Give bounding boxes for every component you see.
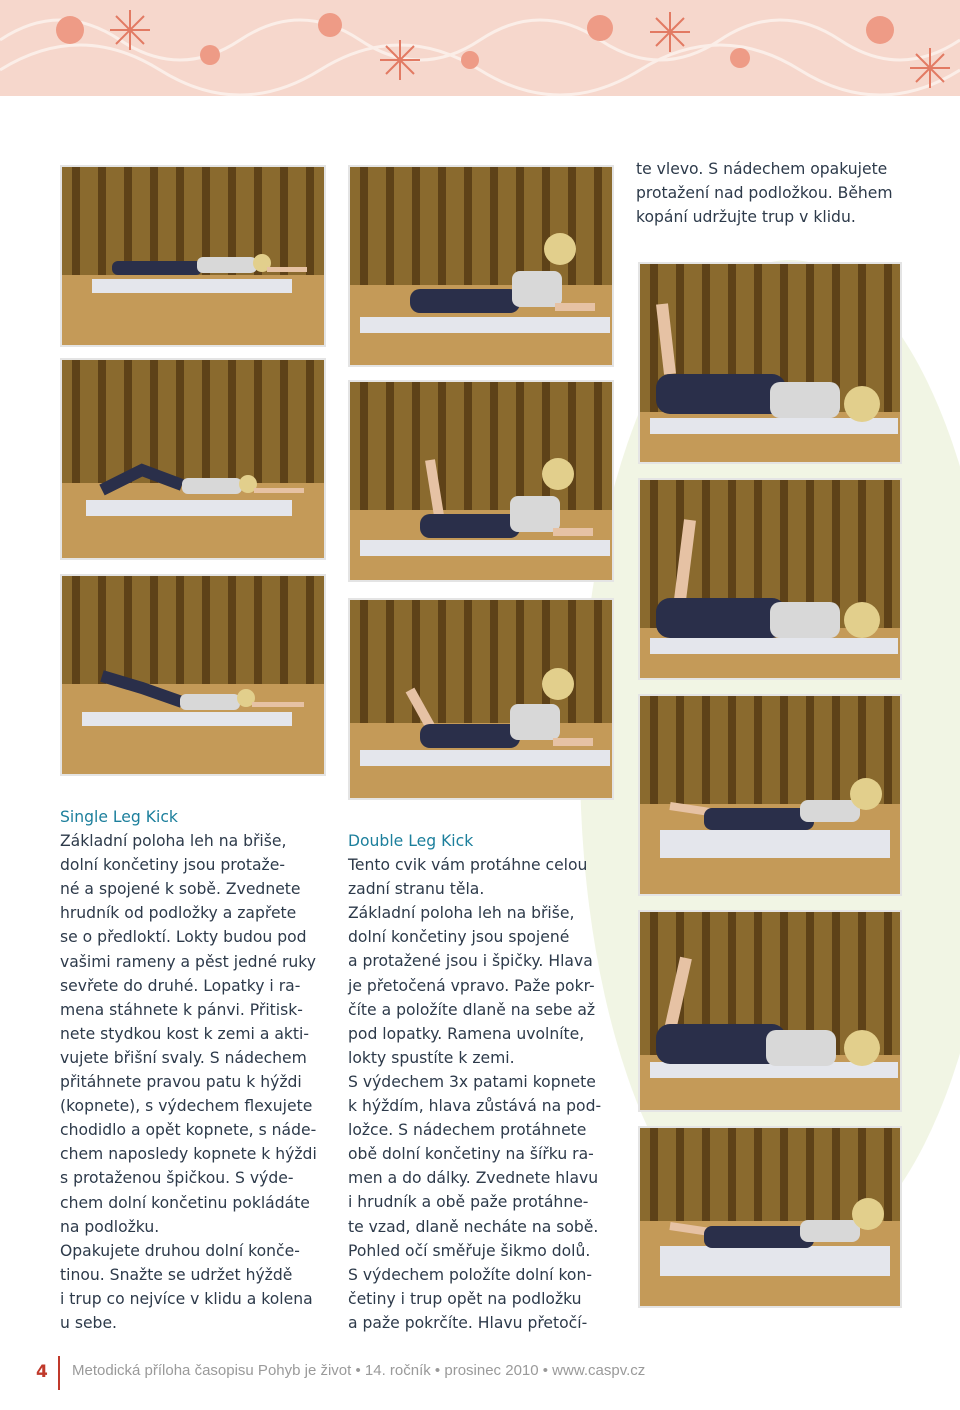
double-leg-kick-photo-5 [638,1126,902,1308]
exercise-photo-icon [640,264,900,462]
exercise-photo-icon [62,167,324,345]
exercise-photo-icon [640,912,900,1110]
continuation-section [636,157,936,229]
double-leg-kick-photo-1 [638,262,902,464]
decorative-banner [0,0,960,96]
double-leg-kick-photo-2 [638,478,902,680]
single-leg-kick-photo-4 [348,165,614,367]
double-leg-kick-photo-3 [638,694,902,896]
footer-publication-info: Metodická příloha časopisu Pohyb je život • 14. ročník • prosinec 2010 • www.caspv.cz [72,1362,646,1379]
exercise-photo-icon [640,696,900,894]
single-leg-kick-photo-3 [60,574,326,776]
single-leg-kick-photo-5 [348,380,614,582]
page-number: 4 [36,1362,48,1382]
footer-divider [58,1356,60,1390]
exercise-photo-icon [640,480,900,678]
snowflake-pattern-icon [0,0,960,96]
double-leg-kick-body: Tento cvik vám protáhne celou zadní stranu těla. Základní poloha leh na břiše, dolní končetiny jsou spojené a protažené jsou i špičky. Hlava je přetočená vpravo. Paže pokr- číte a položíte dlaně na sebe až pod lopatky. Ramena uvolníte, lokty spustíte k zemi. S výdechem 3x patami kopnete k hýždím, hlava zůstává na pod- ložce. S nádechem protáhnete obě dolní končetiny na šířku ra- men a do dálky. Zvednete hlavu i hrudník a obě paže protáhne- te vzad, dlaně necháte na sobě. Pohled očí směřuje šikmo dolů. S výdechem položíte dolní kon- četiny i trup opět na podložku a paže pokrčíte. Hlavu přetočí- [348,856,602,1332]
double-leg-kick-photo-4 [638,910,902,1112]
exercise-photo-icon [640,1128,900,1306]
exercise-photo-icon [62,360,324,558]
single-leg-kick-photo-6 [348,598,614,800]
exercise-photo-icon [350,167,612,365]
exercise-photo-icon [62,576,324,774]
single-leg-kick-section [60,805,330,1335]
double-leg-kick-heading: Double Leg Kick [348,832,474,850]
single-leg-kick-body: Základní poloha leh na břiše, dolní končetiny jsou protaže- né a spojené k sobě. Zvednete hrudník od podložky a zapřete se o předloktí. Lokty budou pod vašimi rameny a pěst jedné ruky sevřete do druhé. Lopatky i ra- mena stáhnete k pánvi. Přitisk- nete stydkou kost k zemi a akti- vujete břišní svaly. S nádechem přitáhnete pravou patu k hýždi (kopnete), s výdechem flexujete chodidlo a opět kopnete, s náde- chem naposledy kopnete k hýždi s protaženou špičkou. S výde- chem dolní končetinu pokládáte na podložku. Opakujete druhou dolní konče- tinou. Snažte se udržet hýždě i trup co nejvíce v klidu a kolena u sebe. [60,832,317,1332]
single-leg-kick-photo-2 [60,358,326,560]
double-leg-kick-section [348,829,618,1335]
exercise-photo-icon [350,600,612,798]
single-leg-kick-photo-1 [60,165,326,347]
single-leg-kick-heading: Single Leg Kick [60,808,178,826]
exercise-photo-icon [350,382,612,580]
continuation-body: te vlevo. S nádechem opakujete protažení nad podložkou. Během kopání udržujte trup v klidu. [636,160,893,227]
